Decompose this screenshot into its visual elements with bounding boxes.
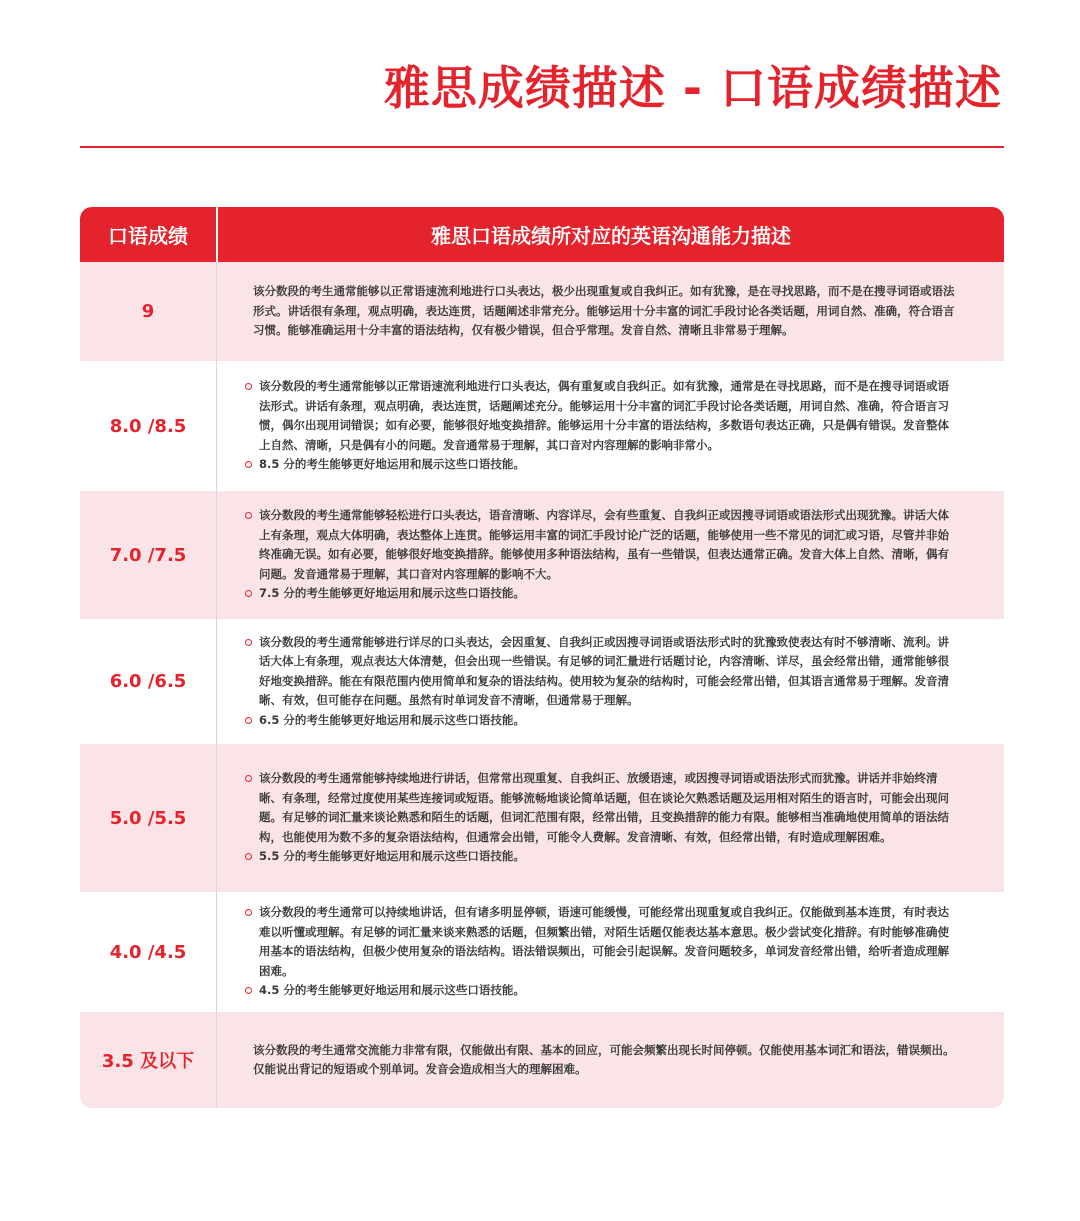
row-score: 7.0 /7.5 <box>80 491 217 619</box>
table-row <box>80 1012 1004 1108</box>
header-score: 口语成绩 <box>80 207 218 262</box>
row-score: 8.0 /8.5 <box>80 361 217 491</box>
description-bullet: 该分数段的考生通常能够轻松进行口头表达，语音清晰、内容详尽，会有些重复、自我纠正或因搜寻词语或语法形式出现犹豫。讲话大体上有条理，观点大体明确，表达整体上连贯。能够运用丰富的词汇手段讨论广泛的话题，能够使用一些不常见的词汇或习语，尽管并非始终准确无误。如有必要，能够很好地变换措辞。能够使用多种语法结构，虽有一些错误，但表达通常正确。发音大体上自然、清晰，偶有问题。发音通常易于理解，其口音对内容理解的影响不大。 <box>245 506 956 584</box>
table-row <box>80 892 1004 1012</box>
table-row <box>80 744 1004 892</box>
description-bullet: 6.5 分的考生能够更好地运用和展示这些口语技能。 <box>245 711 956 731</box>
row-description <box>217 491 1004 619</box>
row-description <box>217 262 1004 361</box>
description-bullet: 该分数段的考生通常可以持续地讲话，但有诸多明显停顿，语速可能缓慢，可能经常出现重复或自我纠正。仅能做到基本连贯，有时表达难以听懂或理解。有足够的词汇量来谈来熟悉的话题，但频繁出错，对陌生话题仅能表达基本意思。极少尝试变化措辞。有时能够准确使用基本的语法结构，但极少使用复杂的语法结构。语法错误频出，可能会引起误解。发音问题较多，单词发音经常出错，给听者造成理解困难。 <box>245 903 956 981</box>
description-bullet: 该分数段的考生通常能够以正常语速流利地进行口头表达，偶有重复或自我纠正。如有犹豫，通常是在寻找思路，而不是在搜寻词语或语法形式。讲话有条理，观点明确，表达连贯，话题阐述充分。能够运用十分丰富的词汇手段讨论各类话题，用词自然、准确，符合语言习惯，偶尔出现用词错误；如有必要，能够很好地变换措辞。能够运用十分丰富的语法结构，多数语句表达正确，只是偶有错误。发音整体上自然、清晰，只是偶有小的问题。发音通常易于理解，其口音对内容理解的影响非常小。 <box>245 377 956 455</box>
row-score: 5.0 /5.5 <box>80 744 217 892</box>
page-title: 雅思成绩描述 - 口语成绩描述 <box>383 61 1002 115</box>
row-description <box>217 361 1004 491</box>
row-score: 3.5 及以下 <box>80 1012 217 1108</box>
description-bullet: 8.5 分的考生能够更好地运用和展示这些口语技能。 <box>245 455 956 475</box>
title-divider <box>80 146 1004 148</box>
row-score: 6.0 /6.5 <box>80 619 217 744</box>
table-row <box>80 361 1004 491</box>
row-description <box>217 1012 1004 1108</box>
row-score: 9 <box>80 262 217 361</box>
description-bullet: 4.5 分的考生能够更好地运用和展示这些口语技能。 <box>245 981 956 1001</box>
table-row <box>80 619 1004 744</box>
description-text: 该分数段的考生通常能够以正常语速流利地进行口头表达，极少出现重复或自我纠正。如有犹豫，是在寻找思路，而不是在搜寻词语或语法形式。讲话很有条理，观点明确，表达连贯，话题阐述非常充分。能够运用十分丰富的词汇手段讨论各类话题，用词自然、准确，符合语言习惯。能够准确运用十分丰富的语法结构，仅有极少错误，但合乎常理。发音自然、清晰且非常易于理解。 <box>253 284 955 338</box>
score-table <box>80 207 1004 1108</box>
row-description <box>217 619 1004 744</box>
header-description: 雅思口语成绩所对应的英语沟通能力描述 <box>431 224 791 248</box>
description-bullet: 该分数段的考生通常能够持续地进行讲话，但常常出现重复、自我纠正、放缓语速，或因搜寻词语或语法形式而犹豫。讲话并非始终清晰、有条理，经常过度使用某些连接词或短语。能够流畅地谈论简单话题，但在谈论欠熟悉话题及运用相对陌生的语言时，可能会出现问题。有足够的词汇量来谈论熟悉和陌生的话题，但词汇范围有限，经常出错，且变换措辞的能力有限。能够相当准确地使用简单的语法结构，也能使用为数不多的复杂语法结构，但通常会出错，可能令人费解。发音清晰、有效，但经常出错，有时造成理解困难。 <box>245 769 956 847</box>
row-description <box>217 892 1004 1012</box>
table-row <box>80 262 1004 361</box>
description-bullet: 7.5 分的考生能够更好地运用和展示这些口语技能。 <box>245 584 956 604</box>
table-row <box>80 491 1004 619</box>
row-description <box>217 744 1004 892</box>
description-text: 该分数段的考生通常交流能力非常有限，仅能做出有限、基本的回应，可能会频繁出现长时间停顿。仅能使用基本词汇和语法，错误频出。仅能说出背记的短语或个别单词。发音会造成相当大的理解困难。 <box>253 1042 955 1076</box>
table-header <box>80 207 1004 262</box>
row-score: 4.0 /4.5 <box>80 892 217 1012</box>
description-bullet: 5.5 分的考生能够更好地运用和展示这些口语技能。 <box>245 847 956 867</box>
description-bullet: 该分数段的考生通常能够进行详尽的口头表达，会因重复、自我纠正或因搜寻词语或语法形式时的犹豫致使表达有时不够清晰、流利。讲话大体上有条理，观点表达大体清楚，但会出现一些错误。有足够的词汇量进行话题讨论，内容清晰、详尽，虽会经常出错，通常能够很好地变换措辞。能在有限范围内使用简单和复杂的语法结构。使用较为复杂的结构时，可能会经常出错，但其语言通常易于理解。发音清晰、有效，但可能存在问题。虽然有时单词发音不清晰，但通常易于理解。 <box>245 633 956 711</box>
